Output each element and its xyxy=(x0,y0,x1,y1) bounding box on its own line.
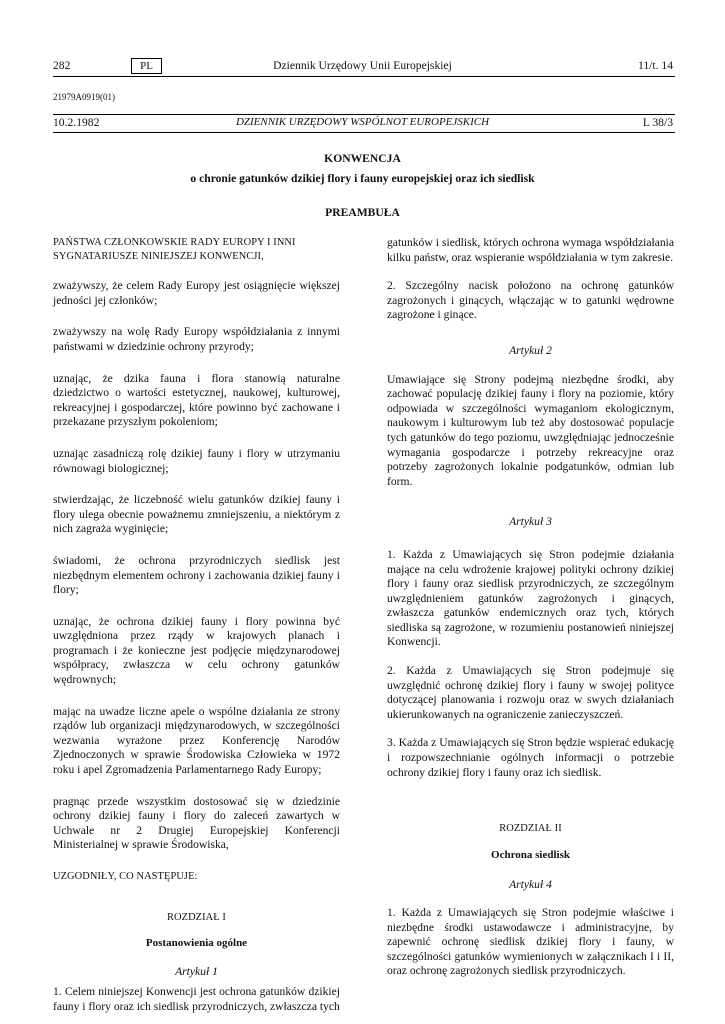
journal-name: DZIENNIK URZĘDOWY WSPÓLNOT EUROPEJSKICH xyxy=(235,116,490,128)
article-3-paragraph-3: 3. Każda z Umawiających się Stron będzie wspierać edukację i rozpowszechnianie ogólnych informacji o potrzebie ochrony dzikiej flory i fauny oraz ich siedlisk. xyxy=(387,736,674,779)
article-3-heading: Artykuł 3 xyxy=(509,515,552,529)
language-box: PL xyxy=(131,58,162,74)
chapter-1-title: Postanowienia ogólne xyxy=(145,937,248,950)
recital-1: zważywszy, że celem Rady Europy jest osiągnięcie większej jedności jej członków; xyxy=(53,279,340,307)
recital-7: uznając, że ochrona dzikiej fauny i flory powinna być uwzględniona przez rządy w krajowych planach i programach i że konieczne jest podjęcie międzynarodowej współpracy, zwłaszcza w celu ochrony gatunków wędrownych; xyxy=(53,614,340,687)
recital-8: mając na uwadze liczne apele o wspólne działania ze strony rządów lub organizacji międzynarodowych, w szczególności wezwania wyrażone przez Konferencję Narodów Zjednoczonych w sprawie Środowiska Człowieka w 1972 roku i apel Zgromadzenia Parlamentarnego Rady Europy; xyxy=(53,704,340,777)
article-1-paragraph-1: 1. Celem niniejszej Konwencji jest ochrona gatunków dzikiej fauny i flory oraz ich siedlisk przyrodniczych, zwłaszcza tych xyxy=(53,985,340,1013)
article-1-heading: Artykuł 1 xyxy=(175,964,218,978)
header-rule xyxy=(53,76,675,77)
article-4-paragraph-1: 1. Każda z Umawiających się Stron podejmie właściwe i niezbędne środki ustawodawcze i administracyjne, by zapewnić ochronę siedlisk dzikiej flory i fauny, w szczególności gatunków wymienionych w załącznikach I i II, oraz ochronę zagrożonych siedlisk przyrodniczych. xyxy=(387,906,674,978)
document-id: 21979A0919(01) xyxy=(53,92,115,102)
journal-reference: L 38/3 xyxy=(642,116,673,129)
recital-5: stwierdzając, że liczebność wielu gatunków dzikiej fauny i flory ulega obecnie poważnemu zmniejszeniu, a niektórym z nich zagraża wyginięcie; xyxy=(53,493,340,536)
subheader-rule-bottom xyxy=(53,132,675,133)
volume-number: 11/t. 14 xyxy=(638,59,673,72)
left-column xyxy=(53,236,340,1015)
recital-3: uznając, że dzika fauna i flora stanowią naturalne dziedzictwo o wartości estetycznej, naukowej, kulturowej, rekreacyjnej i gospodarczej, które powinno być zachowane i przekazane przyszłym pokoleniom; xyxy=(53,371,340,429)
right-column xyxy=(387,236,674,979)
chapter-2-title: Ochrona siedlisk xyxy=(491,848,570,861)
preamble-heading: PREAMBUŁA xyxy=(325,206,400,219)
page-number: 282 xyxy=(53,59,71,72)
chapter-1-heading: ROZDZIAŁ I xyxy=(166,911,226,923)
recital-6: świadomi, że ochrona przyrodniczych siedlisk jest niezbędnym elementem ochrony i zachowania dzikiej fauny i flory; xyxy=(53,553,340,597)
article-3-paragraph-1: 1. Każda z Umawiających się Stron podejmie działania mające na celu wdrożenie krajowej polityki ochrony dzikiej flory i fauny oraz siedlisk przyrodniczych, ze szczególnym uwzględnieniem gatunków zagrożonych i ginących, zwłaszcza gatunków endemicznych oraz tych, których siedliska są zagrożone, w rozumieniu postanowień niniejszej Konwencji. xyxy=(387,547,674,649)
publication-date: 10.2.1982 xyxy=(53,116,100,129)
article-4-heading: Artykuł 4 xyxy=(509,878,552,892)
article-1-paragraph-2: 2. Szczególny nacisk położono na ochronę gatunków zagrożonych i ginących, włączając w to gatunki wędrowne zagrożone i ginące. xyxy=(387,279,674,322)
article-2-text: Umawiające się Strony podejmą niezbędne środki, aby zachować populację dzikiej fauny i flory na poziomie, który odpowiada w szczególności wymaganiom ekologicznym, naukowym i kulturowym lub też aby dostosować populacje tych gatunków do tego poziomu, uwzględniając jednocześnie wymagania gospodarcze i potrzeby rekreacyjne oraz potrzeby zagrożonych lokalnie podgatunków, odmian lub form. xyxy=(387,372,674,488)
recital-4: uznając zasadniczą rolę dzikiej fauny i flory w utrzymaniu równowagi biologicznej; xyxy=(53,446,340,475)
article-2-heading: Artykuł 2 xyxy=(509,343,552,357)
preamble-intro: PAŃSTWA CZŁONKOWSKIE RADY EUROPY I INNI SYGNATARIUSZE NINIEJSZEJ KONWENCJI, xyxy=(53,237,296,262)
recital-2: zważywszy na wolę Rady Europy współdziałania z innymi państwami w dziedzinie ochrony przyrody; xyxy=(53,325,340,353)
journal-title: Dziennik Urzędowy Unii Europejskiej xyxy=(273,59,452,72)
subheader-rule-top xyxy=(53,114,675,115)
article-1-continuation: gatunków i siedlisk, których ochrona wymaga współdziałania kilku państw, oraz wspieranie współdziałania w tym zakresie. xyxy=(387,236,674,264)
recital-9: pragnąc przede wszystkim dostosować się w dziedzinie ochrony dzikiej fauny i flory do zaleceń zawartych w Uchwale nr 2 Drugiej Europejskiej Konferencji Ministerialnej w sprawie Środowiska, xyxy=(53,794,340,852)
convention-subtitle: o chronie gatunków dzikiej flory i fauny europejskiej oraz ich siedlisk xyxy=(190,172,535,185)
article-3-paragraph-2: 2. Każda z Umawiających się Stron podejmuje się uwzględnić ochronę dzikiej flory i fauny w swojej polityce dotyczącej planowania i rozwoju oraz w swych działaniach ukierunkowanych na ograniczenie zanieczyszczeń. xyxy=(387,664,674,721)
chapter-2-heading: ROZDZIAŁ II xyxy=(499,823,562,835)
convention-title: KONWENCJA xyxy=(324,152,401,165)
agreement-statement: UZGODNIŁY, CO NASTĘPUJE: xyxy=(53,871,198,882)
